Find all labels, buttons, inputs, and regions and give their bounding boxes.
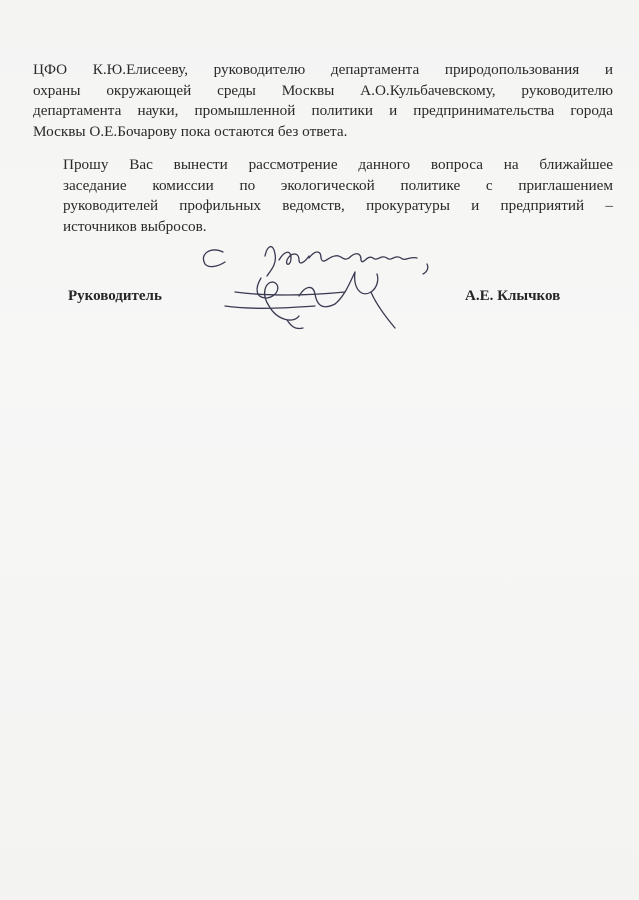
signatory-name: А.Е. Клычков xyxy=(465,288,561,304)
paragraph-1-line: департамента науки, промышленной политики и предпринимательства города xyxy=(33,102,613,119)
signatory-title: Руководитель xyxy=(68,288,162,304)
signature-block xyxy=(0,288,639,318)
paragraph-1-line: охраны окружающей среды Москвы А.О.Кульбачевскому, руководителю xyxy=(33,81,613,99)
handwritten-signature xyxy=(195,236,455,336)
paragraph-1-line: ЦФО К.Ю.Елисееву, руководителю департамента природопользования и xyxy=(33,61,613,78)
paragraph-2-line: источников выбросов. xyxy=(63,217,207,235)
paragraph-1-line: Москвы О.Е.Бочарову пока остаются без ответа. xyxy=(33,122,348,140)
paragraph-1 xyxy=(33,60,613,142)
paragraph-2-line: Прошу Вас вынести рассмотрение данного вопроса на ближайшее xyxy=(63,156,613,173)
paragraph-2-line: заседание комиссии по экологической политике с приглашением xyxy=(63,176,613,194)
paragraph-2 xyxy=(33,155,613,237)
paragraph-2-line: руководителей профильных ведомств, прокуратуры и предприятий – xyxy=(63,197,613,214)
